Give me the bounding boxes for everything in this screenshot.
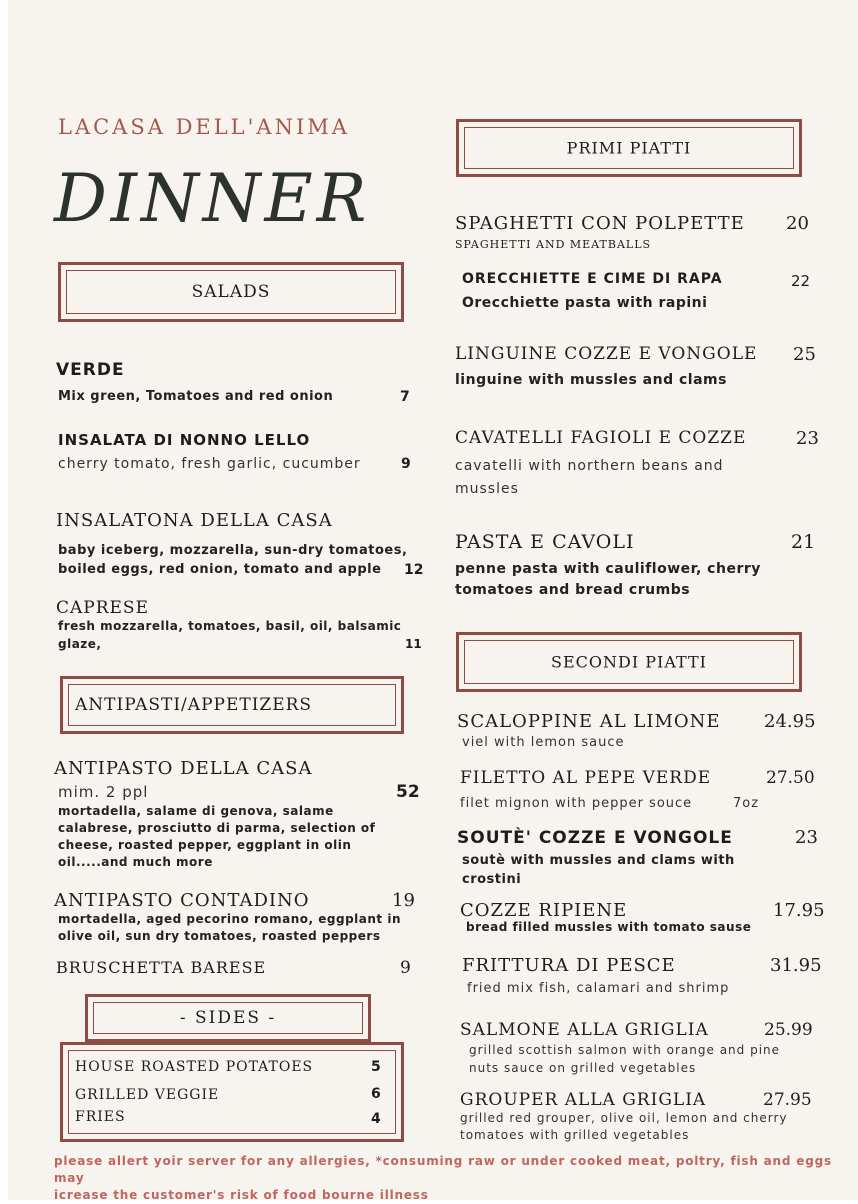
salad-item-desc: glaze, — [58, 637, 102, 651]
primi-item-name: PASTA E CAVOLI — [455, 531, 635, 553]
side-item-name: HOUSE ROASTED POTATOES — [75, 1059, 314, 1075]
primi-heading: PRIMI PIATTI — [566, 138, 692, 158]
primi-item-name: CAVATELLI FAGIOLI E COZZE — [455, 428, 747, 448]
secondi-item-desc: fried mix fish, calamari and shrimp — [467, 981, 730, 996]
secondi-item-name: SCALOPPINE AL LIMONE — [457, 711, 721, 732]
side-item-price: 5 — [371, 1059, 381, 1075]
antipasti-heading: ANTIPASTI/APPETIZERS — [75, 695, 313, 715]
sides-header — [85, 994, 371, 1042]
secondi-item-desc: filet mignon with pepper souce — [460, 796, 693, 811]
secondi-item-price: 23 — [795, 827, 818, 848]
salad-item-price: 12 — [404, 562, 424, 578]
menu-title: DINNER — [54, 160, 371, 237]
antipasto-item-desc: oil.....and much more — [58, 855, 213, 869]
primi-item-price: 20 — [786, 213, 809, 234]
secondi-item-name: COZZE RIPIENE — [460, 900, 628, 921]
antipasti-header — [60, 676, 404, 734]
allergy-notice-line: icrease the customer's risk of food bourne illness — [54, 1188, 429, 1202]
secondi-item-desc: nuts sauce on grilled vegetables — [469, 1061, 697, 1075]
side-item-name: GRILLED VEGGIE — [75, 1087, 220, 1103]
antipasto-item-name: ANTIPASTO CONTADINO — [54, 890, 310, 911]
secondi-item-desc: crostini — [462, 872, 522, 887]
salads-header — [58, 262, 404, 322]
allergy-notice — [54, 1153, 854, 1204]
antipasto-item-desc: calabrese, prosciutto di parma, selection of — [58, 821, 376, 835]
secondi-item-price: 24.95 — [764, 711, 816, 732]
antipasto-item-price: 19 — [392, 890, 415, 911]
primi-item-name: ORECCHIETTE E CIME DI RAPA — [462, 271, 723, 287]
primi-item-price: 21 — [791, 531, 816, 553]
allergy-notice-line: please allert yoir server for any allergies, *consuming raw or under cooked meat, poltry, fish and eggs may — [54, 1154, 832, 1185]
secondi-item-name: SALMONE ALLA GRIGLIA — [460, 1020, 709, 1040]
antipasto-item-name: ANTIPASTO DELLA CASA — [54, 758, 313, 779]
primi-item-desc: cavatelli with northern beans and — [455, 458, 724, 474]
secondi-item-price: 25.99 — [764, 1020, 813, 1040]
menu-page — [8, 0, 858, 1200]
salad-item-name: CAPRESE — [56, 598, 149, 618]
primi-item-desc: linguine with mussles and clams — [455, 372, 727, 388]
salad-item-name: VERDE — [56, 360, 125, 380]
primi-item-price: 22 — [791, 272, 811, 290]
secondi-item-desc: grilled red grouper, olive oil, lemon and cherry — [460, 1111, 788, 1125]
secondi-item-name: SOUTÈ' COZZE E VONGOLE — [457, 828, 733, 848]
antipasto-item-desc: mortadella, salame di genova, salame — [58, 804, 334, 818]
primi-item-name: LINGUINE COZZE E VONGOLE — [455, 344, 758, 364]
salad-item-price: 9 — [401, 456, 411, 472]
primi-item-desc: SPAGHETTI AND MEATBALLS — [455, 238, 652, 251]
side-item-price: 4 — [371, 1111, 381, 1127]
secondi-item-price: 27.95 — [763, 1090, 812, 1110]
secondi-item-desc: grilled scottish salmon with orange and pine — [469, 1043, 781, 1057]
salad-item-price: 11 — [405, 637, 422, 651]
secondi-item-name: FRITTURA DI PESCE — [462, 955, 676, 976]
primi-item-price: 25 — [793, 344, 816, 365]
salads-heading: SALADS — [191, 282, 271, 302]
primi-item-price: 23 — [796, 428, 819, 449]
salad-item-desc: baby iceberg, mozzarella, sun-dry tomatoes, — [58, 543, 408, 558]
salad-item-name: INSALATA DI NONNO LELLO — [58, 431, 311, 449]
primi-header — [456, 119, 802, 177]
antipasto-item-price: 52 — [396, 782, 420, 802]
secondi-item-price: 17.95 — [773, 900, 825, 921]
secondi-item-desc: bread filled mussles with tomato sause — [466, 920, 752, 934]
primi-item-desc: Orecchiette pasta with rapini — [462, 295, 708, 311]
secondi-item-name: FILETTO AL PEPE VERDE — [460, 768, 712, 788]
secondi-header — [456, 632, 802, 692]
secondi-item-price: 27.50 — [766, 768, 815, 788]
primi-item-desc: tomatoes and bread crumbs — [455, 582, 691, 598]
antipasto-item-desc: olive oil, sun dry tomatoes, roasted peppers — [58, 929, 381, 943]
secondi-item-name: GROUPER ALLA GRIGLIA — [460, 1090, 707, 1110]
antipasto-item-desc: mortadella, aged pecorino romano, eggplant in — [58, 912, 401, 926]
sides-heading: - SIDES - — [179, 1008, 277, 1028]
secondi-item-desc: soutè with mussles and clams with — [462, 853, 735, 868]
antipasto-item-note: mim. 2 ppl — [58, 783, 149, 801]
secondi-item-extra: 7oz — [733, 796, 760, 811]
primi-item-desc: penne pasta with cauliflower, cherry — [455, 561, 761, 577]
primi-item-desc: mussles — [455, 481, 519, 497]
salad-item-desc: Mix green, Tomatoes and red onion — [58, 389, 334, 404]
side-item-name: FRIES — [75, 1109, 126, 1125]
antipasto-item-desc: cheese, roasted pepper, eggplant in olin — [58, 838, 352, 852]
secondi-item-price: 31.95 — [770, 955, 822, 976]
salad-item-desc: fresh mozzarella, tomatoes, basil, oil, balsamic — [58, 619, 402, 633]
secondi-item-desc: viel with lemon sauce — [462, 735, 625, 750]
antipasto-item-name: BRUSCHETTA BARESE — [56, 958, 267, 977]
primi-item-name: SPAGHETTI CON POLPETTE — [455, 213, 745, 234]
antipasto-item-price: 9 — [400, 958, 411, 978]
secondi-item-desc: tomatoes with grilled vegetables — [460, 1128, 690, 1142]
side-item-price: 6 — [371, 1086, 381, 1102]
salad-item-desc: boiled eggs, red onion, tomato and apple — [58, 562, 382, 577]
secondi-heading: SECONDI PIATTI — [551, 652, 707, 672]
restaurant-name: LACASA DELL'ANIMA — [58, 115, 350, 139]
salad-item-desc: cherry tomato, fresh garlic, cucumber — [58, 456, 361, 472]
salad-item-name: INSALATONA DELLA CASA — [56, 510, 333, 531]
salad-item-price: 7 — [400, 389, 410, 405]
